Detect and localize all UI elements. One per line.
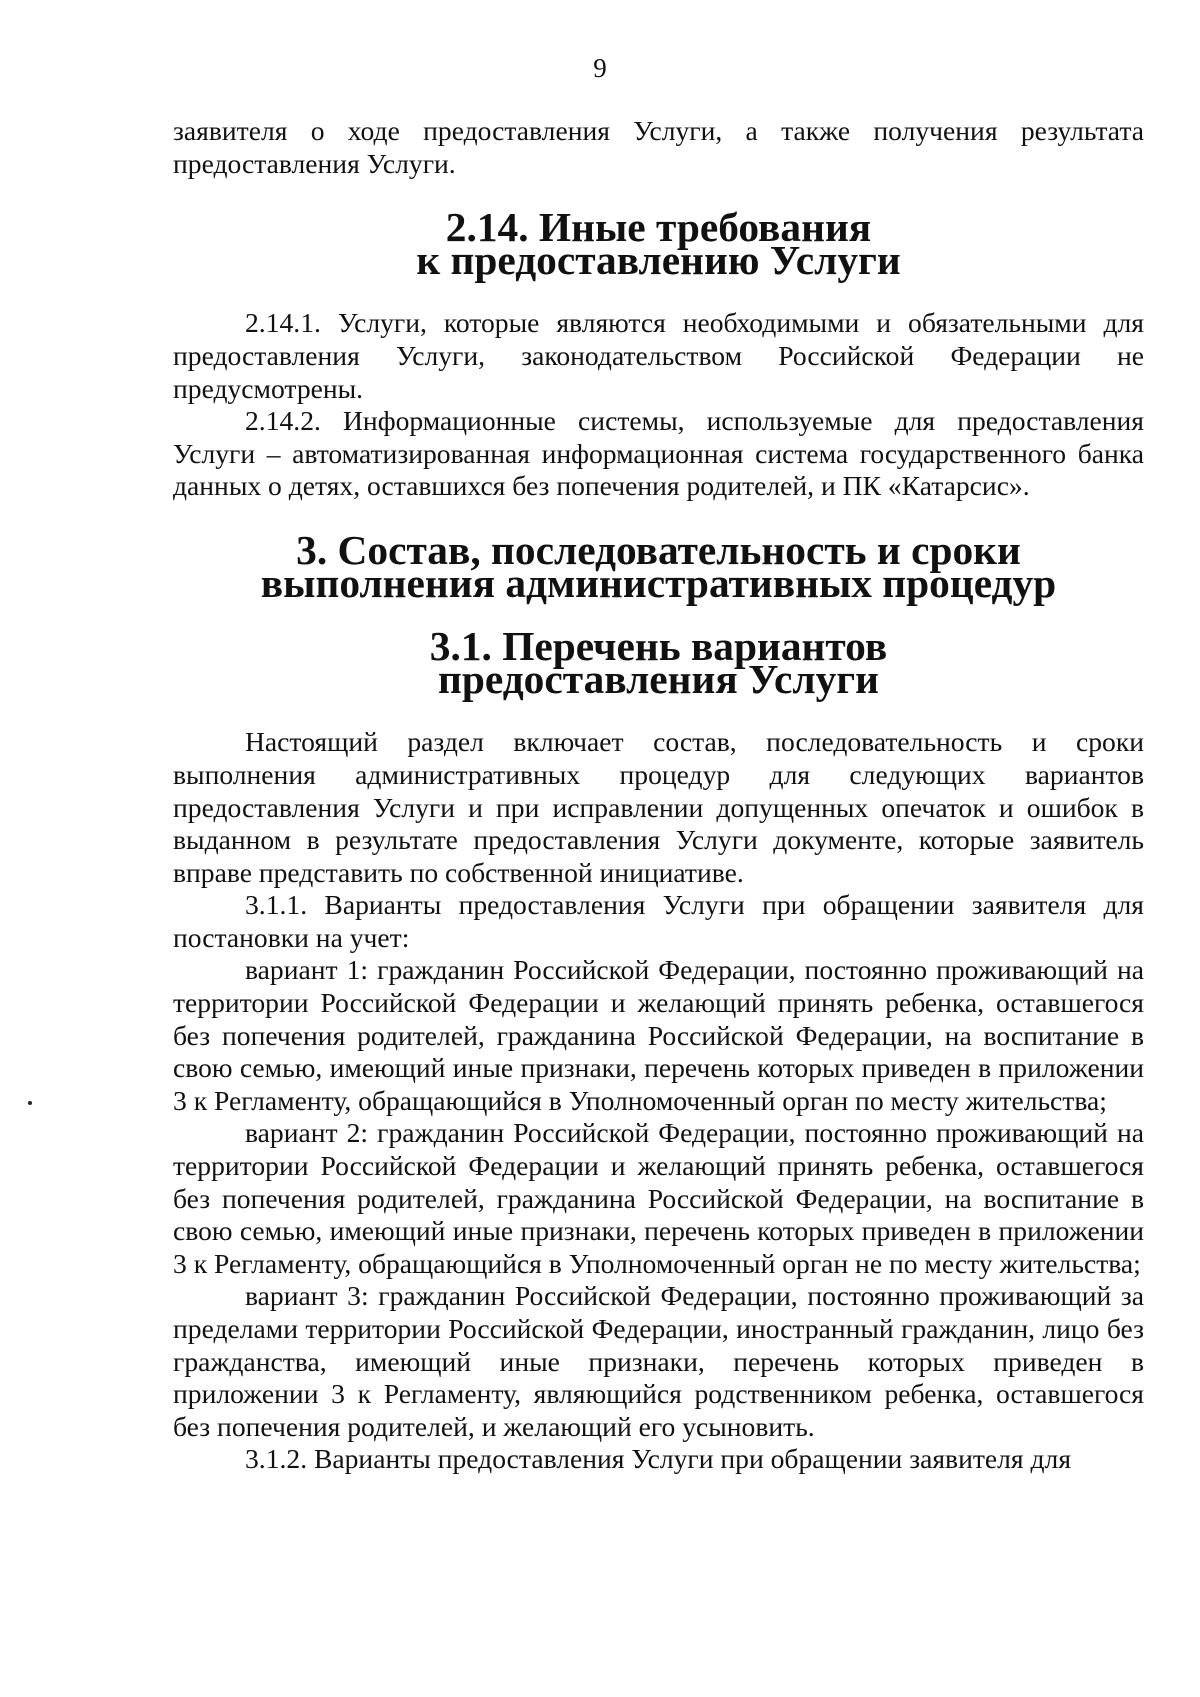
variant-2: вариант 2: гражданин Российской Федерации, постоянно проживающий на территории Российской Федерации и желающий принять ребенка, оставшегося без попечения родителей, гражданина Российской Федерации, на воспитание в свою семью, имеющий иные признаки, перечень которых приведен в приложении 3 к Регламенту, обращающийся в Уполномоченный орган не по месту жительства;: [173, 1117, 1144, 1279]
paragraph-3-1-2: 3.1.2. Варианты предоставления Услуги при обращении заявителя для: [245, 1443, 1072, 1475]
paragraph-2-14-1: 2.14.1. Услуги, которые являются необходимыми и обязательными для предоставления Услуги, законодательством Российской Федерации не предусмотрены.: [173, 307, 1144, 404]
heading-3-1-line1: 3.1. Перечень вариантов: [429, 623, 888, 670]
heading-3-line2: выполнения административных процедур: [260, 559, 1057, 606]
heading-2-14: [173, 204, 1144, 283]
heading-2-14-line1: 2.14. Иные требования: [445, 204, 872, 251]
page-number: 9: [593, 53, 607, 83]
document-body: [173, 115, 1144, 1476]
scan-speck: [28, 1101, 32, 1105]
paragraph-intro-continuation: заявителя о ходе предоставления Услуги, а также получения результата предоставления Услуги.: [173, 115, 1144, 179]
variant-3: вариант 3: гражданин Российской Федерации, постоянно проживающий за пределами территории Российской Федерации, иностранный гражданин, лицо без гражданства, имеющий иные признаки, перечень которых приведен в приложении 3 к Регламенту, являющийся родственником ребенка, оставшегося без попечения родителей, и желающий его усыновить.: [173, 1280, 1144, 1442]
heading-2-14-line2: к предоставлению Услуги: [416, 236, 901, 283]
heading-3-line1: 3. Состав, последовательность и сроки: [296, 526, 1021, 573]
paragraph-3-1-1: 3.1.1. Варианты предоставления Услуги при обращении заявителя для постановки на учет:: [173, 889, 1144, 953]
paragraph-2-14-2: 2.14.2. Информационные системы, используемые для предоставления Услуги – автоматизированная информационная система государственного банка данных о детях, оставшихся без попечения родителей, и ПК «Катарсис».: [173, 405, 1144, 502]
heading-3-1: [173, 623, 1144, 702]
variant-1: вариант 1: гражданин Российской Федерации, постоянно проживающий на территории Российской Федерации и желающий принять ребенка, оставшегося без попечения родителей, гражданина Российской Федерации, на воспитание в свою семью, имеющий иные признаки, перечень которых приведен в приложении 3 к Регламенту, обращающийся в Уполномоченный орган по месту жительства;: [173, 954, 1144, 1116]
heading-3: [173, 526, 1144, 606]
heading-3-1-line2: предоставления Услуги: [438, 655, 879, 702]
paragraph-3-1-intro: Настоящий раздел включает состав, последовательность и сроки выполнения административных процедур для следующих вариантов предоставления Услуги и при исправлении допущенных опечаток и ошибок в выданном в результате предоставления Услуги документе, которые заявитель вправе представить по собственной инициативе.: [173, 726, 1144, 888]
